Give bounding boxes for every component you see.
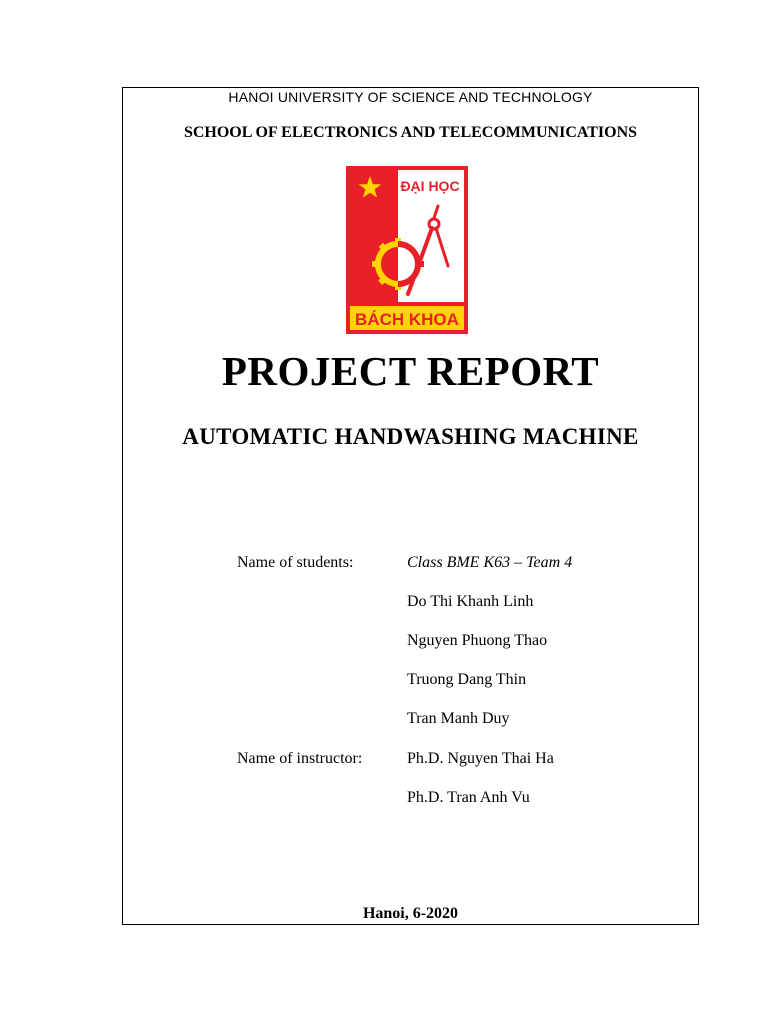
instructor-name: Ph.D. Nguyen Thai Ha	[407, 750, 554, 767]
logo-top-text: ĐẠI HỌC	[400, 178, 460, 194]
student-name: Do Thi Khanh Linh	[407, 593, 534, 610]
student-name: Truong Dang Thin	[407, 671, 527, 688]
place-date: Hanoi, 6-2020	[362, 905, 459, 922]
school-name: SCHOOL OF ELECTRONICS AND TELECOMMUNICATIONS	[183, 124, 638, 141]
university-name: HANOI UNIVERSITY OF SCIENCE AND TECHNOLOGY	[228, 89, 593, 105]
logo-bottom-text: BÁCH KHOA	[355, 310, 459, 329]
student-name: Tran Manh Duy	[407, 710, 510, 727]
class-team: Class BME K63 – Team 4	[407, 554, 573, 571]
project-name: AUTOMATIC HANDWASHING MACHINE	[182, 424, 639, 449]
students-label: Name of students:	[237, 554, 354, 571]
instructor-name: Ph.D. Tran Anh Vu	[407, 789, 530, 806]
report-title: PROJECT REPORT	[221, 348, 600, 394]
university-logo	[346, 166, 468, 334]
student-name: Nguyen Phuong Thao	[407, 632, 548, 649]
instructor-label: Name of instructor:	[237, 750, 363, 767]
